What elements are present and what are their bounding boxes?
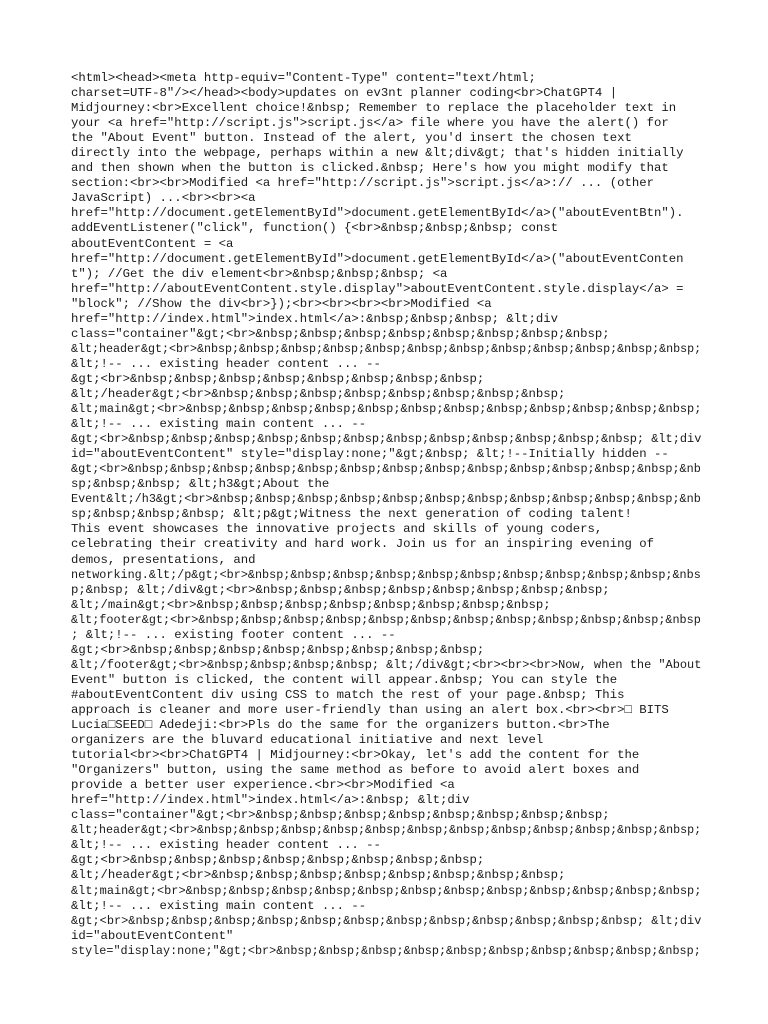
- text-line: &lt;main&gt;<br>&nbsp;&nbsp;&nbsp;&nbsp;&nbsp;&nbsp;&nbsp;&nbsp;&nbsp;&nbsp;&nbsp;&nbsp;: [71, 402, 702, 417]
- text-line: p;&nbsp; &lt;/div&gt;<br>&nbsp;&nbsp;&nbsp;&nbsp;&nbsp;&nbsp;&nbsp;&nbsp;: [71, 582, 610, 597]
- text-line: celebrating their creativity and hard work. Join us for an inspiring evening of: [71, 537, 654, 552]
- text-line: #aboutEventContent div using CSS to match the rest of your page.&nbsp; This: [71, 687, 625, 702]
- text-line: href="http://index.html">index.html</a>:&nbsp; &lt;div: [71, 793, 470, 808]
- text-line: &lt;/header&gt;<br>&nbsp;&nbsp;&nbsp;&nbsp;&nbsp;&nbsp;&nbsp;&nbsp;: [71, 386, 566, 401]
- text-line: id="aboutEventContent" style="display:none;"&gt;&nbsp; &lt;!--Initially hidden --: [71, 447, 669, 462]
- text-line: &gt;<br>&nbsp;&nbsp;&nbsp;&nbsp;&nbsp;&nbsp;&nbsp;&nbsp;: [71, 853, 485, 868]
- text-line: This event showcases the innovative projects and skills of young coders,: [71, 522, 603, 537]
- text-line: "block"; //Show the div<br>});<br><br><br><br>Modified <a: [71, 296, 492, 311]
- text-line: &lt;!-- ... existing header content ... --: [71, 838, 381, 853]
- text-line: provide a better user experience.<br><br>Modified <a: [71, 778, 455, 793]
- text-line: &gt;<br>&nbsp;&nbsp;&nbsp;&nbsp;&nbsp;&nbsp;&nbsp;&nbsp;&nbsp;&nbsp;&nbsp;&nbsp; &lt;div: [71, 913, 702, 928]
- text-line: your <a href="http://script.js">script.js</a> file where you have the alert() for: [71, 116, 669, 131]
- text-line: the "About Event" button. Instead of the alert, you'd insert the chosen text: [71, 131, 632, 146]
- text-line: style="display:none;"&gt;<br>&nbsp;&nbsp;&nbsp;&nbsp;&nbsp;&nbsp;&nbsp;&nbsp;&nbsp;&nbsp;: [71, 943, 701, 958]
- text-line: Event" button is clicked, the content will appear.&nbsp; You can style the: [71, 672, 618, 687]
- text-line: href="http://document.getElementById">document.getElementById</a>("aboutEventBtn").: [71, 206, 684, 221]
- text-line: &gt;<br>&nbsp;&nbsp;&nbsp;&nbsp;&nbsp;&nbsp;&nbsp;&nbsp;: [71, 642, 485, 657]
- text-line: organizers are the bluvard educational initiative and next level: [71, 733, 544, 748]
- document-text: [71, 71, 701, 959]
- text-line: section:<br><br>Modified <a href="http://script.js">script.js</a>:// ... (other: [71, 176, 654, 191]
- text-line: tutorial<br><br>ChatGPT4 | Midjourney:<br>Okay, let's add the content for the: [71, 748, 640, 763]
- text-line: sp;&nbsp;&nbsp; &lt;h3&gt;About the: [71, 477, 330, 492]
- text-line: href="http://index.html">index.html</a>:&nbsp;&nbsp;&nbsp; &lt;div: [71, 311, 559, 326]
- text-line: Midjourney:<br>Excellent choice!&nbsp; Remember to replace the placeholder text in: [71, 101, 677, 116]
- text-line: &lt;main&gt;<br>&nbsp;&nbsp;&nbsp;&nbsp;&nbsp;&nbsp;&nbsp;&nbsp;&nbsp;&nbsp;&nbsp;&nbsp;: [71, 883, 702, 898]
- text-line: class="container"&gt;<br>&nbsp;&nbsp;&nbsp;&nbsp;&nbsp;&nbsp;&nbsp;&nbsp;: [71, 326, 610, 341]
- text-line: addEventListener("click", function() {<br>&nbsp;&nbsp;&nbsp; const: [71, 221, 559, 236]
- text-line: &lt;/footer&gt;<br>&nbsp;&nbsp;&nbsp;&nbsp; &lt;/div&gt;<br><br><br>Now, when the "About: [71, 657, 702, 672]
- text-line: &lt;!-- ... existing header content ... --: [71, 356, 381, 371]
- text-line: &lt;header&gt;<br>&nbsp;&nbsp;&nbsp;&nbsp;&nbsp;&nbsp;&nbsp;&nbsp;&nbsp;&nbsp;&nbsp;&nbsp;: [71, 341, 702, 356]
- text-line: &lt;!-- ... existing main content ... --: [71, 417, 367, 432]
- text-line: class="container"&gt;<br>&nbsp;&nbsp;&nbsp;&nbsp;&nbsp;&nbsp;&nbsp;&nbsp;: [71, 808, 610, 823]
- text-line: href="http://aboutEventContent.style.display">aboutEventContent.style.display</a> =: [71, 281, 684, 296]
- text-line: ; &lt;!-- ... existing footer content ... --: [71, 627, 396, 642]
- text-line: t"); //Get the div element<br>&nbsp;&nbsp;&nbsp; <a: [71, 266, 448, 281]
- text-line: directly into the webpage, perhaps within a new &lt;div&gt; that's hidden initially: [71, 146, 684, 161]
- text-line: approach is cleaner and more user-friendly than using an alert box.<br><br>□ BITS: [71, 702, 669, 717]
- text-line: &gt;<br>&nbsp;&nbsp;&nbsp;&nbsp;&nbsp;&nbsp;&nbsp;&nbsp;&nbsp;&nbsp;&nbsp;&nbsp; &lt;div: [71, 432, 702, 447]
- text-line: &lt;/header&gt;<br>&nbsp;&nbsp;&nbsp;&nbsp;&nbsp;&nbsp;&nbsp;&nbsp;: [71, 868, 566, 883]
- text-line: charset=UTF-8"/></head><body>updates on ev3nt planner coding<br>ChatGPT4 |: [71, 86, 618, 101]
- text-line: id="aboutEventContent": [71, 928, 234, 943]
- text-line: Event&lt;/h3&gt;<br>&nbsp;&nbsp;&nbsp;&nbsp;&nbsp;&nbsp;&nbsp;&nbsp;&nbsp;&nbsp;&nbsp;&nb: [71, 492, 701, 507]
- text-line: networking.&lt;/p&gt;<br>&nbsp;&nbsp;&nbsp;&nbsp;&nbsp;&nbsp;&nbsp;&nbsp;&nbsp;&nbsp;&nbs: [71, 567, 701, 582]
- text-line: &lt;/main&gt;<br>&nbsp;&nbsp;&nbsp;&nbsp;&nbsp;&nbsp;&nbsp;&nbsp;: [71, 597, 551, 612]
- text-line: sp;&nbsp;&nbsp;&nbsp; &lt;p&gt;Witness the next generation of coding talent!: [71, 507, 632, 522]
- text-line: Lucia□SEED□ Adedeji:<br>Pls do the same for the organizers button.<br>The: [71, 718, 610, 733]
- text-line: &gt;<br>&nbsp;&nbsp;&nbsp;&nbsp;&nbsp;&nbsp;&nbsp;&nbsp;&nbsp;&nbsp;&nbsp;&nbsp;&nbsp;&nb: [71, 462, 701, 477]
- text-line: and then shown when the button is clicked.&nbsp; Here's how you might modify that: [71, 161, 669, 176]
- text-line: demos, presentations, and: [71, 552, 256, 567]
- text-line: &lt;header&gt;<br>&nbsp;&nbsp;&nbsp;&nbsp;&nbsp;&nbsp;&nbsp;&nbsp;&nbsp;&nbsp;&nbsp;&nbsp;: [71, 823, 702, 838]
- text-line: href="http://document.getElementById">document.getElementById</a>("aboutEventConten: [71, 251, 684, 266]
- text-line: <html><head><meta http-equiv="Content-Type" content="text/html;: [71, 71, 536, 85]
- text-line: "Organizers" button, using the same method as before to avoid alert boxes and: [71, 763, 640, 778]
- text-line: JavaScript) ...<br><br><a: [71, 191, 256, 206]
- text-line: aboutEventContent = <a: [71, 236, 234, 251]
- text-line: &lt;footer&gt;<br>&nbsp;&nbsp;&nbsp;&nbsp;&nbsp;&nbsp;&nbsp;&nbsp;&nbsp;&nbsp;&nbsp;&nbsp: [71, 612, 701, 627]
- text-line: &gt;<br>&nbsp;&nbsp;&nbsp;&nbsp;&nbsp;&nbsp;&nbsp;&nbsp;: [71, 371, 485, 386]
- text-line: &lt;!-- ... existing main content ... --: [71, 898, 367, 913]
